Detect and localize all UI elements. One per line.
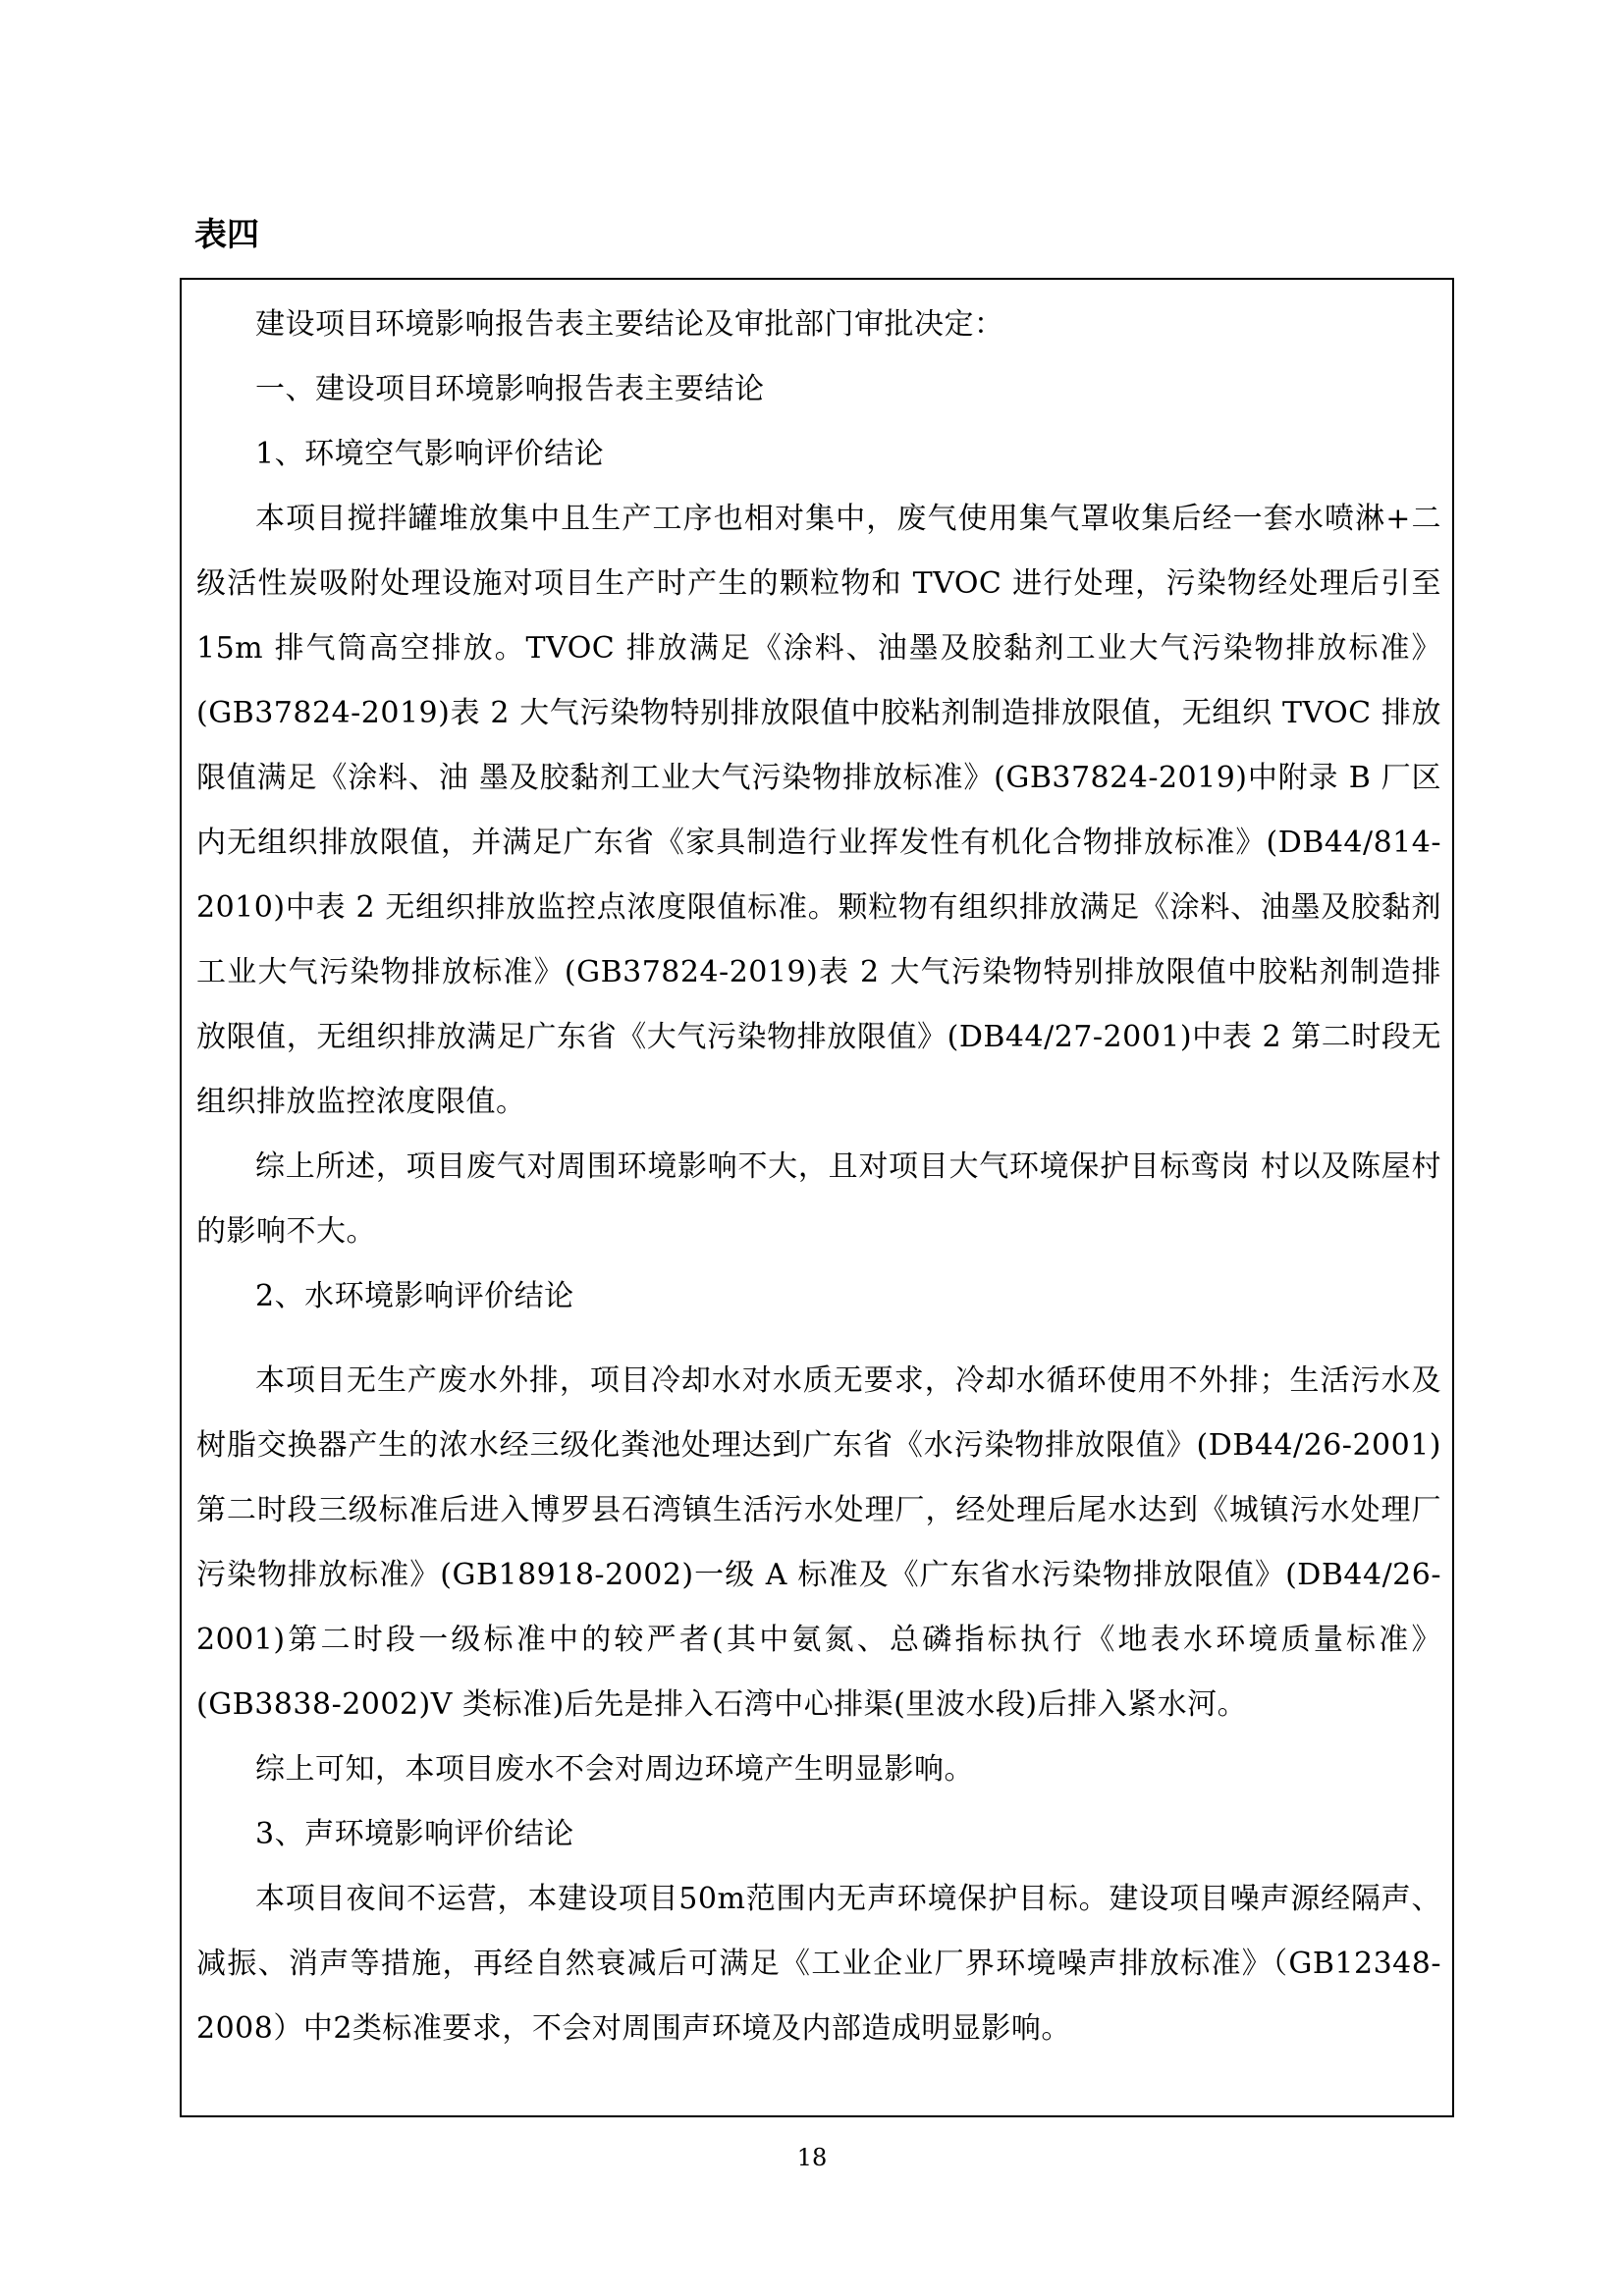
table-cell-content xyxy=(196,293,1441,2061)
paragraph-air-analysis: 本项目搅拌罐堆放集中且生产工序也相对集中，废气使用集气罩收集后经一套水喷淋+二级活性炭吸附处理设施对项目生产时产生的颗粒物和 TVOC 进行处理，污染物经处理后引至 15m 排气筒高空排放。TVOC 排放满足《涂料、油墨及胶黏剂工业大气污染物排放标准》(GB37824-2019)表 2 大气污染物特别排放限值中胶粘剂制造排放限值，无组织 TVOC 排放限值满足《涂料、油 墨及胶黏剂工业大气污染物排放标准》(GB37824-2019)中附录 B 厂区内无组织排放限值，并满足广东省《家具制造行业挥发性有机化合物排放标准》(DB44/814-2010)中表 2 无组织排放监控点浓度限值标准。颗粒物有组织排放满足《涂料、油墨及胶黏剂工业大气污染物排放标准》(GB37824-2019)表 2 大气污染物特别排放限值中胶粘剂制造排放限值，无组织排放满足广东省《大气污染物排放限值》(DB44/27-2001)中表 2 第二时段无组织排放监控浓度限值。 xyxy=(196,502,1441,1119)
section-heading-water: 2、水环境影响评价结论 xyxy=(255,1279,574,1313)
section-heading-noise: 3、声环境影响评价结论 xyxy=(255,1817,574,1851)
paragraph-water-summary: 综上可知，本项目废水不会对周边环境产生明显影响。 xyxy=(255,1752,974,1787)
section-heading-air: 1、环境空气影响评价结论 xyxy=(255,437,605,471)
page-number: 18 xyxy=(796,2144,828,2171)
paragraph-water-analysis: 本项目无生产废水外排，项目冷却水对水质无要求，冷却水循环使用不外排；生活污水及树脂交换器产生的浓水经三级化粪池处理达到广东省《水污染物排放限值》(DB44/26-2001)第二时段三级标准后进入博罗县石湾镇生活污水处理厂，经处理后尾水达到《城镇污水处理厂污染物排放标准》(GB18918-2002)一级 A 标准及《广东省水污染物排放限值》(DB44/26-2001)第二时段一级标准中的较严者(其中氨氮、总磷指标执行《地表水环境质量标准》(GB3838-2002)V 类标准)后先是排入石湾中心排渠(里波水段)后排入紧水河。 xyxy=(196,1363,1441,1722)
paragraph-air-summary: 综上所述，项目废气对周围环境影响不大，且对项目大气环境保护目标鸾岗 村以及陈屋村的影响不大。 xyxy=(196,1149,1441,1249)
intro-heading: 建设项目环境影响报告表主要结论及审批部门审批决定： xyxy=(255,307,1004,342)
table-label: 表四 xyxy=(194,215,259,253)
paragraph-noise-analysis: 本项目夜间不运营，本建设项目50m范围内无声环境保护目标。建设项目噪声源经隔声、减振、消声等措施，再经自然衰减后可满足《工业企业厂界环境噪声排放标准》（GB12348-2008）中2类标准要求，不会对周围声环境及内部造成明显影响。 xyxy=(196,1882,1441,2046)
section-heading-main-conclusions: 一、建设项目环境影响报告表主要结论 xyxy=(255,372,765,406)
